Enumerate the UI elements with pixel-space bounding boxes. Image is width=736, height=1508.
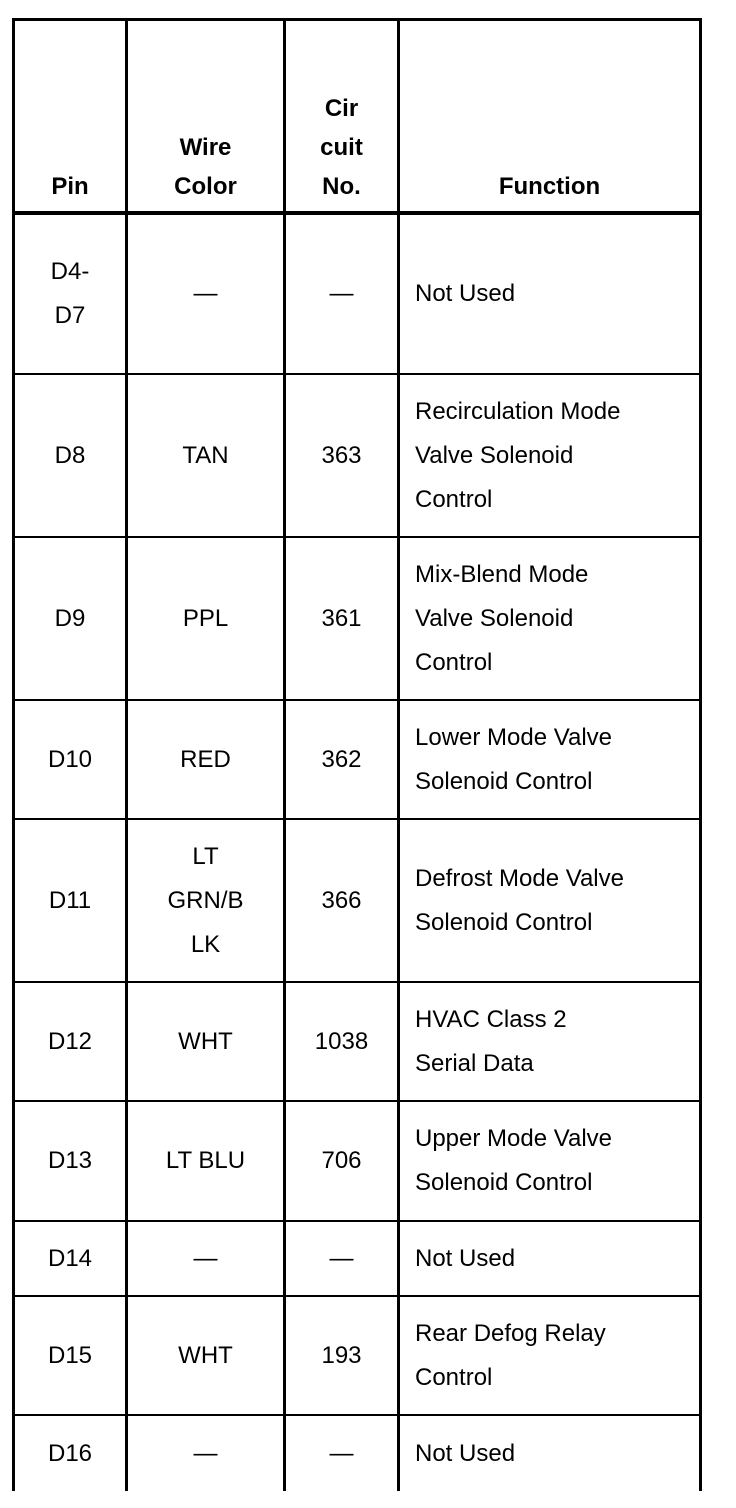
pin-cell: D16 [14,1415,127,1491]
table-body [14,213,701,1491]
wire-color-cell: — [127,213,285,374]
function-cell: Not Used [399,1221,701,1296]
pin-cell: D15 [14,1296,127,1415]
header-wire-color: Wire Color [127,20,285,214]
function-cell: Not Used [399,1415,701,1491]
circuit-no-cell: 363 [285,374,399,537]
circuit-no-cell: 361 [285,537,399,700]
function-cell: Not Used [399,213,701,374]
circuit-no-cell: 1038 [285,982,399,1101]
connector-pin-table [12,18,702,1491]
function-cell: Recirculation Mode Valve Solenoid Control [399,374,701,537]
circuit-no-cell: — [285,213,399,374]
pin-cell: D11 [14,819,127,982]
table-row [14,537,701,700]
function-cell: HVAC Class 2 Serial Data [399,982,701,1101]
function-cell: Upper Mode Valve Solenoid Control [399,1101,701,1221]
wire-color-cell: — [127,1415,285,1491]
pin-cell: D9 [14,537,127,700]
table-row [14,1415,701,1491]
table-row [14,700,701,819]
wire-color-cell: LT GRN/B LK [127,819,285,982]
circuit-no-cell: 193 [285,1296,399,1415]
circuit-no-cell: 706 [285,1101,399,1221]
pin-cell: D13 [14,1101,127,1221]
circuit-no-cell: 362 [285,700,399,819]
table-row [14,1296,701,1415]
pin-cell: D14 [14,1221,127,1296]
wire-color-cell: WHT [127,982,285,1101]
pin-cell: D10 [14,700,127,819]
function-cell: Mix-Blend Mode Valve Solenoid Control [399,537,701,700]
wire-color-cell: RED [127,700,285,819]
wire-color-cell: TAN [127,374,285,537]
table-row [14,213,701,374]
pin-cell: D12 [14,982,127,1101]
wire-color-cell: LT BLU [127,1101,285,1221]
header-pin: Pin [14,20,127,214]
table-row [14,819,701,982]
circuit-no-cell: — [285,1415,399,1491]
table-header [14,20,701,214]
table-row [14,982,701,1101]
function-cell: Defrost Mode Valve Solenoid Control [399,819,701,982]
pin-cell: D8 [14,374,127,537]
circuit-no-cell: — [285,1221,399,1296]
wire-color-cell: PPL [127,537,285,700]
function-cell: Lower Mode Valve Solenoid Control [399,700,701,819]
table-row [14,1221,701,1296]
function-cell: Rear Defog Relay Control [399,1296,701,1415]
table-row [14,1101,701,1221]
header-row [14,20,701,214]
table-row [14,374,701,537]
pin-cell: D4- D7 [14,213,127,374]
header-function: Function [399,20,701,214]
circuit-no-cell: 366 [285,819,399,982]
wire-color-cell: WHT [127,1296,285,1415]
wire-color-cell: — [127,1221,285,1296]
header-circuit-no: Cir cuit No. [285,20,399,214]
